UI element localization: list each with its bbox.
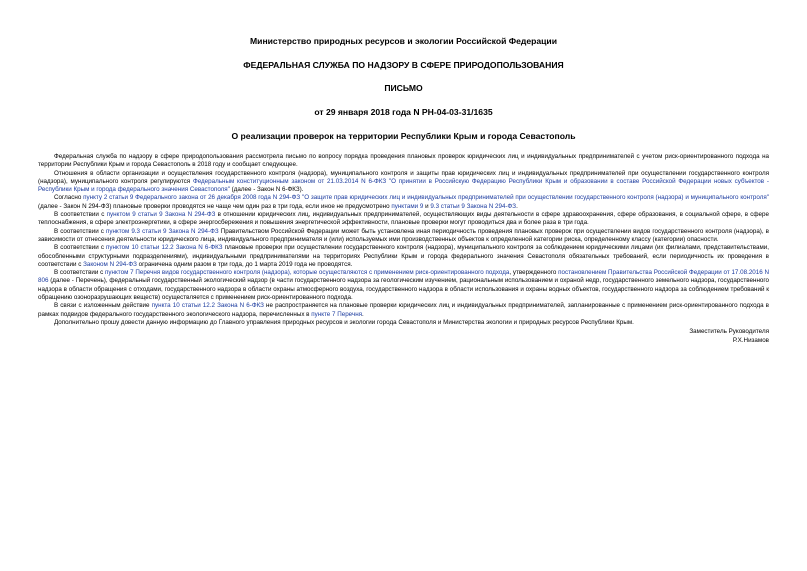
paragraph-text: В соответствии с	[54, 244, 107, 252]
paragraph-point-10	[38, 244, 769, 269]
paragraph-text: (далее - Закон N 294-ФЗ) плановые проверки проводятся не чаще чем один раз в три года, если иное не предусмотрено	[38, 202, 392, 210]
paragraph-text: в отношении юридических лиц, индивидуальных предпринимателей, осуществляющих виды деятельности в сфере здравоохранения, сфере образования, в социальной сфере, в сфере теплоснабжения, в сфере электроэнергетики, в сфере энергосбережения и повышения энергетической эффективности, плановые проверки могут проводиться два и более раза в три года.	[38, 211, 769, 227]
paragraph-text: не распространяется на плановые проверки юридических лиц и индивидуальных предпринимателей, запланированные с применением риск-ориентированного подхода в рамках подвидов федерального государственного экологического надзора, перечисленных в	[38, 302, 769, 318]
paragraph-text: В связи с изложенным действие	[54, 302, 152, 310]
paragraph-point-9-3	[38, 228, 769, 245]
service-name: ФЕДЕРАЛЬНАЯ СЛУЖБА ПО НАДЗОРУ В СФЕРЕ ПРИРОДОПОЛЬЗОВАНИЯ	[243, 60, 564, 70]
paragraph-text: Отношения в области организации и осуществления государственного контроля (надзора), муниципального контроля и защиты прав юридических лиц и индивидуальных предпринимателей при осуществлении государственного контроля (надзора), муниципального контроля регулируются	[38, 169, 769, 185]
paragraph-text: В соответствии с	[54, 269, 106, 277]
link-point-9-3[interactable]: 9.3 статьи 9 Закона N 294-ФЗ	[430, 202, 517, 210]
letter-body	[38, 153, 769, 327]
link-points-9[interactable]: пунктами 9	[391, 202, 424, 210]
link-law-6-fkz[interactable]: Федеральным конституционным законом от 21.03.2014 N 6-ФКЗ "О принятии в Российскую Федерацию Республики Крым и образовании в составе Российской Федерации новых субъектов - Республики Крым и города федерального значения Севастополя"	[38, 177, 769, 194]
link-law-294-fz[interactable]: Законом N 294-ФЗ	[83, 260, 137, 268]
link-resolution-806[interactable]: постановлением Правительства Российской Федерации от 17.08.2016 N 806	[38, 269, 769, 285]
paragraph-text: (далее - Закон N 6-ФКЗ).	[229, 186, 304, 194]
link-point-7-list[interactable]: пунктом 7 Перечня видов государственного контроля (надзора), которые осуществляются с применением риск-ориентированного подхода	[105, 269, 510, 277]
paragraph-text: Федеральная служба по надзору в сфере природопользования рассмотрела письмо по вопросу порядка проведения плановых проверок юридических лиц и индивидуальных предпринимателей с учетом риск-ориентированного подхода на территории Республики Крым и города Севастополь в 2018 году и сообщает следующее.	[38, 153, 769, 169]
paragraph-text: Правительством Российской Федерации может быть установлена иная периодичность проведения плановых проверок при осуществлении видов государственного контроля (надзора), в зависимости от отнесения деятельности юридического лица, индивидуального предпринимателя и (или) используемых ими производственных объектов к определенной категории риска, определенному классу (категории) опасности.	[38, 227, 769, 243]
ministry-name: Министерство природных ресурсов и экологии Российской Федерации	[250, 36, 557, 46]
paragraph-text: , утвержденного	[509, 269, 559, 277]
document-type: ПИСЬМО	[384, 83, 423, 93]
paragraph-text: В соответствии с	[54, 211, 107, 219]
link-law-294-fz-art9-p2[interactable]: пункту 2 статьи 9 Федерального закона от 26 декабря 2008 года N 294-ФЗ "О защите прав юридических лиц и индивидуальных предпринимателей при осуществлении государственного контроля (надзора) и муниципального контроля"	[83, 194, 769, 202]
paragraph-text: (далее - Перечень), федеральный государственный экологический надзор (в части государственного надзора за геологическим изучением, рациональным использованием и охраной недр, государственного земельного надзора, государственного надзора в области обращения с отходами, государственного надзора в области охраны атмосферного воздуха, государственного надзора в области использования и охраны водных объектов, государственного надзора за соблюдением требований к обращению озоноразрушающих веществ) осуществляется с применением риск-ориентированного подхода.	[38, 277, 769, 302]
signatory-name: Р.Х.Низамов	[732, 336, 769, 344]
document-date-number: от 29 января 2018 года N РН-04-03-31/1635	[314, 107, 493, 117]
paragraph-conclusion	[38, 302, 769, 319]
paragraph-intro	[38, 153, 769, 170]
link-point-7-list-b[interactable]: пункте 7 Перечня	[311, 310, 363, 318]
link-point-10-art12-2[interactable]: пунктом 10 статьи 12.2 Закона N 6-ФКЗ	[106, 244, 223, 252]
link-point-9-3-art9[interactable]: пунктом 9.3 статьи 9 Закона N 294-ФЗ	[105, 227, 219, 235]
paragraph-text: Согласно	[54, 194, 84, 202]
document-subject: О реализации проверок на территории Республики Крым и города Севастополь	[231, 131, 576, 141]
signature-block	[38, 328, 769, 345]
paragraph-text: .	[516, 202, 518, 210]
paragraph-text: .	[362, 310, 364, 318]
paragraph-periodicity	[38, 194, 769, 211]
paragraph-request	[38, 319, 769, 327]
link-point-9-art9[interactable]: пунктом 9 статьи 9 Закона N 294-ФЗ	[106, 211, 216, 219]
paragraph-text: В соответствии с	[54, 227, 106, 235]
signatory-position: Заместитель Руководителя	[689, 328, 769, 336]
link-point-10-art12-2-b[interactable]: пункта 10 статьи 12.2 Закона N 6-ФКЗ	[151, 302, 264, 310]
paragraph-point-9	[38, 211, 769, 228]
paragraph-text: плановые проверки при осуществлении государственного контроля (надзора), муниципального контроля за соблюдением юридическими лицами (их филиалами, представительствами, обособленными структурными подразделениями), индивидуальными предпринимателями на территориях Республики Крым и города федерального значения Севастополя обязательных требований, если периодичность их проведения в соответствии с	[38, 244, 769, 268]
paragraph-text: и	[423, 202, 431, 210]
paragraph-text: Дополнительно прошу довести данную информацию до Главного управления природных ресурсов и экологии города Севастополя и Министерства экологии и природных ресурсов Республики Крым.	[54, 318, 634, 326]
paragraph-text: ограничена одним разом в три года, до 1 марта 2019 года не проводятся.	[136, 260, 353, 268]
paragraph-regulation	[38, 170, 769, 195]
paragraph-point-7-list	[38, 269, 769, 302]
